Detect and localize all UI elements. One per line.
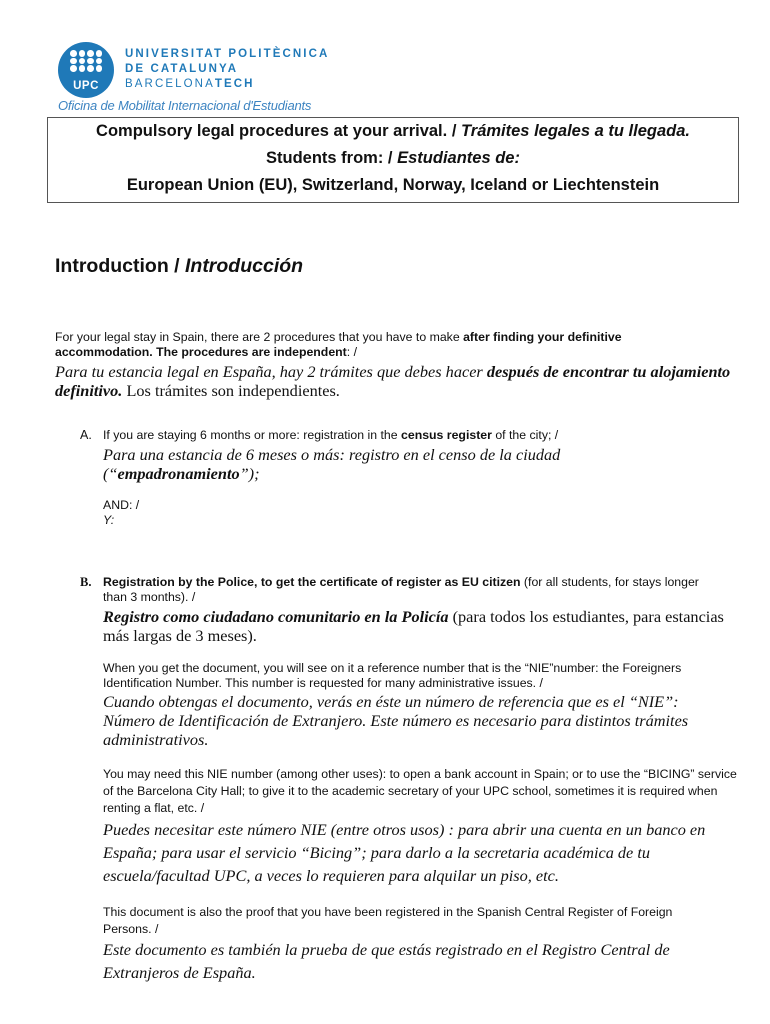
- title-line-2: Students from: / Estudiantes de:: [266, 149, 520, 167]
- title-line-3: European Union (EU), Switzerland, Norway, Iceland or Liechtenstein: [126, 176, 660, 194]
- upc-logo: [58, 40, 358, 100]
- item-b-p2-en: You may need this NIE number (among other uses): to open a bank account in Spain; or to use the “BICING” service of the Barcelona City Hall; to give it to the academic secretary of your UPC school, sometimes it is required when renting a flat, etc. /: [103, 767, 737, 815]
- item-a-and-en: AND: /: [103, 498, 140, 512]
- logo-upc-label: UPC: [73, 80, 99, 92]
- item-a-marker: A.: [80, 428, 92, 442]
- item-b-p3-en: This document is also the proof that you have been registered in the Spanish Central Register of Foreign Persons. /: [103, 905, 673, 936]
- introduction-heading: Introduction / Introducción: [55, 255, 304, 277]
- title-box: [47, 117, 739, 203]
- upc-logo-badge: [58, 42, 114, 98]
- logo-dots-icon: [70, 50, 102, 78]
- item-a-es: Para una estancia de 6 meses o más: registro en el censo de la ciudad (“empadronamiento”);: [103, 445, 561, 483]
- item-b-p2-es: Puedes necesitar este número NIE (entre otros usos) : para abrir una cuenta en un banco en España; para usar el servicio “Bicing”; para darlo a la secretaria académica de tu escuela/facultad UPC, a veces lo requieren para alquilar un piso, etc.: [103, 820, 706, 885]
- item-b-p3-es: Este documento es también la prueba de que estás registrado en el Registro Central de Extranjeros de España.: [103, 940, 670, 982]
- item-a-en: If you are staying 6 months or more: registration in the census register of the city; /: [103, 428, 559, 442]
- item-b-p1-es: Cuando obtengas el documento, verás en éste un número de referencia que es el “NIE”: Número de Identificación de Extranjero. Este número es necesario para distintos trámites administrativos.: [103, 692, 689, 749]
- intro-paragraph-en: For your legal stay in Spain, there are 2 procedures that you have to make after finding your definitive accommodation. The procedures are independent: /: [55, 330, 622, 359]
- item-b-p1-en: When you get the document, you will see on it a reference number that is the “NIE”number: the Foreigners Identification Number. This number is requested for many administrative issues. /: [103, 661, 682, 690]
- office-name: Oficina de Mobilitat Internacional d'Estudiants: [58, 98, 312, 113]
- university-name: UNIVERSITAT POLITÈCNICA DE CATALUNYA BARCELONATECH: [125, 48, 330, 90]
- item-b-en: Registration by the Police, to get the certificate of register as EU citizen (for all students, for stays longer than 3 months). /: [103, 575, 699, 604]
- title-line-1: Compulsory legal procedures at your arrival. / Trámites legales a tu llegada.: [96, 122, 690, 140]
- item-b-marker: B.: [80, 575, 92, 589]
- intro-paragraph-es: Para tu estancia legal en España, hay 2 trámites que debes hacer después de encontrar tu alojamiento definitivo. Los trámites son independientes.: [55, 362, 731, 400]
- item-a-and-es: Y:: [103, 513, 115, 527]
- item-b-es: Registro como ciudadano comunitario en la Policía (para todos los estudiantes, para estancias más largas de 3 meses).: [103, 607, 724, 645]
